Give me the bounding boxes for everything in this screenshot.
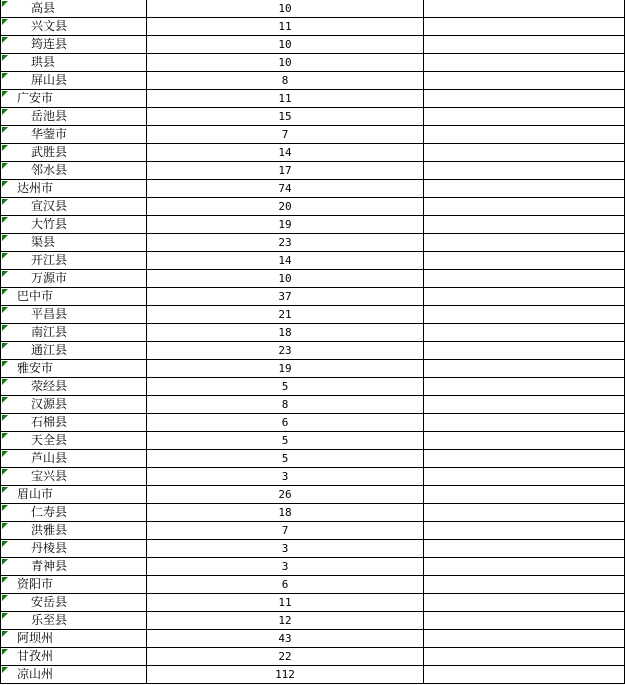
error-indicator-icon bbox=[2, 433, 8, 439]
region-name-text: 眉山市 bbox=[17, 487, 54, 501]
region-name-cell[interactable] bbox=[1, 198, 147, 216]
error-indicator-icon bbox=[2, 469, 8, 475]
count-cell[interactable]: 5 bbox=[147, 432, 424, 450]
region-name-cell[interactable] bbox=[1, 486, 147, 504]
table-row bbox=[1, 288, 625, 306]
table-row bbox=[1, 504, 625, 522]
region-name-cell[interactable] bbox=[1, 54, 147, 72]
empty-cell[interactable] bbox=[424, 468, 625, 486]
count-cell[interactable]: 19 bbox=[147, 216, 424, 234]
empty-cell[interactable] bbox=[424, 378, 625, 396]
table-row bbox=[1, 450, 625, 468]
error-indicator-icon bbox=[2, 181, 8, 187]
region-name-cell[interactable] bbox=[1, 468, 147, 486]
error-indicator-icon bbox=[2, 361, 8, 367]
empty-cell[interactable] bbox=[424, 396, 625, 414]
region-name-text: 汉源县 bbox=[31, 397, 68, 411]
region-name-text: 广安市 bbox=[17, 91, 54, 105]
count-cell[interactable]: 10 bbox=[147, 0, 424, 18]
table-row bbox=[1, 612, 625, 630]
region-name-cell[interactable] bbox=[1, 18, 147, 36]
region-name-text: 筠连县 bbox=[31, 37, 68, 51]
error-indicator-icon bbox=[2, 487, 8, 493]
error-indicator-icon bbox=[2, 631, 8, 637]
count-cell[interactable]: 10 bbox=[147, 270, 424, 288]
region-name-cell[interactable] bbox=[1, 504, 147, 522]
count-cell[interactable]: 5 bbox=[147, 450, 424, 468]
error-indicator-icon bbox=[2, 109, 8, 115]
table-row bbox=[1, 666, 625, 684]
region-name-text: 华蓥市 bbox=[31, 127, 68, 141]
empty-cell[interactable] bbox=[424, 144, 625, 162]
empty-cell[interactable] bbox=[424, 216, 625, 234]
count-cell[interactable]: 5 bbox=[147, 378, 424, 396]
count-cell[interactable]: 11 bbox=[147, 90, 424, 108]
error-indicator-icon bbox=[2, 415, 8, 421]
empty-cell[interactable] bbox=[424, 504, 625, 522]
table-row bbox=[1, 414, 625, 432]
table-row bbox=[1, 216, 625, 234]
table-row bbox=[1, 306, 625, 324]
region-name-cell[interactable] bbox=[1, 540, 147, 558]
table-row bbox=[1, 198, 625, 216]
error-indicator-icon bbox=[2, 505, 8, 511]
empty-cell[interactable] bbox=[424, 342, 625, 360]
empty-cell[interactable] bbox=[424, 612, 625, 630]
region-name-cell[interactable] bbox=[1, 414, 147, 432]
empty-cell[interactable] bbox=[424, 576, 625, 594]
table-row bbox=[1, 18, 625, 36]
error-indicator-icon bbox=[2, 307, 8, 313]
table-row bbox=[1, 234, 625, 252]
region-name-text: 达州市 bbox=[17, 181, 54, 195]
region-name-cell[interactable] bbox=[1, 270, 147, 288]
region-name-text: 天全县 bbox=[31, 433, 68, 447]
error-indicator-icon bbox=[2, 19, 8, 25]
region-name-cell[interactable] bbox=[1, 162, 147, 180]
empty-cell[interactable] bbox=[424, 540, 625, 558]
region-name-text: 岳池县 bbox=[31, 109, 68, 123]
error-indicator-icon bbox=[2, 577, 8, 583]
error-indicator-icon bbox=[2, 55, 8, 61]
region-name-text: 开江县 bbox=[31, 253, 68, 267]
empty-cell[interactable] bbox=[424, 126, 625, 144]
count-cell[interactable]: 11 bbox=[147, 594, 424, 612]
spreadsheet-body bbox=[1, 0, 625, 684]
error-indicator-icon bbox=[2, 523, 8, 529]
table-row bbox=[1, 36, 625, 54]
region-name-text: 渠县 bbox=[31, 235, 56, 249]
error-indicator-icon bbox=[2, 595, 8, 601]
error-indicator-icon bbox=[2, 235, 8, 241]
region-name-cell[interactable] bbox=[1, 234, 147, 252]
region-name-cell[interactable] bbox=[1, 252, 147, 270]
region-name-cell[interactable] bbox=[1, 36, 147, 54]
error-indicator-icon bbox=[2, 343, 8, 349]
count-cell[interactable]: 12 bbox=[147, 612, 424, 630]
region-name-cell[interactable] bbox=[1, 558, 147, 576]
error-indicator-icon bbox=[2, 127, 8, 133]
error-indicator-icon bbox=[2, 199, 8, 205]
empty-cell[interactable] bbox=[424, 180, 625, 198]
count-cell[interactable]: 18 bbox=[147, 504, 424, 522]
error-indicator-icon bbox=[2, 217, 8, 223]
count-cell[interactable]: 8 bbox=[147, 72, 424, 90]
region-name-text: 屏山县 bbox=[31, 73, 68, 87]
count-cell[interactable]: 14 bbox=[147, 144, 424, 162]
error-indicator-icon bbox=[2, 379, 8, 385]
empty-cell[interactable] bbox=[424, 522, 625, 540]
error-indicator-icon bbox=[2, 559, 8, 565]
table-row bbox=[1, 648, 625, 666]
region-name-text: 洪雅县 bbox=[31, 523, 68, 537]
table-row bbox=[1, 144, 625, 162]
region-name-cell[interactable] bbox=[1, 432, 147, 450]
empty-cell[interactable] bbox=[424, 108, 625, 126]
count-cell[interactable]: 23 bbox=[147, 342, 424, 360]
region-name-text: 荥经县 bbox=[31, 379, 68, 393]
table-row bbox=[1, 378, 625, 396]
error-indicator-icon bbox=[2, 541, 8, 547]
table-row bbox=[1, 252, 625, 270]
region-name-text: 乐至县 bbox=[31, 613, 68, 627]
table-row bbox=[1, 270, 625, 288]
empty-cell[interactable] bbox=[424, 324, 625, 342]
error-indicator-icon bbox=[2, 667, 8, 673]
empty-cell[interactable] bbox=[424, 666, 625, 684]
error-indicator-icon bbox=[2, 145, 8, 151]
empty-cell[interactable] bbox=[424, 234, 625, 252]
region-name-cell[interactable] bbox=[1, 378, 147, 396]
region-name-text: 宝兴县 bbox=[31, 469, 68, 483]
count-cell[interactable]: 14 bbox=[147, 252, 424, 270]
count-cell[interactable]: 3 bbox=[147, 468, 424, 486]
empty-cell[interactable] bbox=[424, 414, 625, 432]
count-cell[interactable]: 8 bbox=[147, 396, 424, 414]
empty-cell[interactable] bbox=[424, 72, 625, 90]
count-cell[interactable]: 15 bbox=[147, 108, 424, 126]
empty-cell[interactable] bbox=[424, 594, 625, 612]
empty-cell[interactable] bbox=[424, 54, 625, 72]
region-name-text: 通江县 bbox=[31, 343, 68, 357]
count-cell[interactable]: 22 bbox=[147, 648, 424, 666]
region-name-cell[interactable] bbox=[1, 306, 147, 324]
count-cell[interactable]: 19 bbox=[147, 360, 424, 378]
count-cell[interactable]: 112 bbox=[147, 666, 424, 684]
count-cell[interactable]: 6 bbox=[147, 576, 424, 594]
region-name-cell[interactable] bbox=[1, 108, 147, 126]
count-cell[interactable]: 10 bbox=[147, 54, 424, 72]
count-cell[interactable]: 26 bbox=[147, 486, 424, 504]
region-name-text: 平昌县 bbox=[31, 307, 68, 321]
table-row bbox=[1, 468, 625, 486]
region-name-cell[interactable] bbox=[1, 342, 147, 360]
table-row bbox=[1, 576, 625, 594]
count-cell[interactable]: 74 bbox=[147, 180, 424, 198]
count-cell[interactable]: 21 bbox=[147, 306, 424, 324]
region-name-text: 资阳市 bbox=[17, 577, 54, 591]
count-cell[interactable]: 43 bbox=[147, 630, 424, 648]
empty-cell[interactable] bbox=[424, 198, 625, 216]
region-name-cell[interactable] bbox=[1, 576, 147, 594]
empty-cell[interactable] bbox=[424, 486, 625, 504]
region-name-text: 雅安市 bbox=[17, 361, 54, 375]
empty-cell[interactable] bbox=[424, 36, 625, 54]
region-name-cell[interactable] bbox=[1, 450, 147, 468]
empty-cell[interactable] bbox=[424, 162, 625, 180]
region-name-text: 巴中市 bbox=[17, 289, 54, 303]
empty-cell[interactable] bbox=[424, 18, 625, 36]
region-name-cell[interactable] bbox=[1, 324, 147, 342]
region-name-text: 南江县 bbox=[31, 325, 68, 339]
table-row bbox=[1, 72, 625, 90]
region-name-text: 阿坝州 bbox=[17, 631, 54, 645]
count-cell[interactable]: 18 bbox=[147, 324, 424, 342]
table-row bbox=[1, 396, 625, 414]
region-name-cell[interactable] bbox=[1, 360, 147, 378]
region-name-cell[interactable] bbox=[1, 72, 147, 90]
table-row bbox=[1, 324, 625, 342]
empty-cell[interactable] bbox=[424, 558, 625, 576]
error-indicator-icon bbox=[2, 253, 8, 259]
region-name-text: 邻水县 bbox=[31, 163, 68, 177]
empty-cell[interactable] bbox=[424, 432, 625, 450]
region-name-text: 芦山县 bbox=[31, 451, 68, 465]
region-name-cell[interactable] bbox=[1, 0, 147, 18]
table-row bbox=[1, 342, 625, 360]
count-cell[interactable]: 6 bbox=[147, 414, 424, 432]
region-name-cell[interactable] bbox=[1, 522, 147, 540]
region-name-text: 丹棱县 bbox=[31, 541, 68, 555]
region-name-cell[interactable] bbox=[1, 90, 147, 108]
table-row bbox=[1, 486, 625, 504]
count-cell[interactable]: 37 bbox=[147, 288, 424, 306]
empty-cell[interactable] bbox=[424, 252, 625, 270]
count-cell[interactable]: 11 bbox=[147, 18, 424, 36]
region-name-cell[interactable] bbox=[1, 144, 147, 162]
table-row bbox=[1, 54, 625, 72]
region-name-cell[interactable] bbox=[1, 666, 147, 684]
region-name-cell[interactable] bbox=[1, 594, 147, 612]
region-name-text: 兴文县 bbox=[31, 19, 68, 33]
region-name-text: 石棉县 bbox=[31, 415, 68, 429]
error-indicator-icon bbox=[2, 397, 8, 403]
error-indicator-icon bbox=[2, 1, 8, 7]
region-name-text: 安岳县 bbox=[31, 595, 68, 609]
region-name-text: 大竹县 bbox=[31, 217, 68, 231]
error-indicator-icon bbox=[2, 325, 8, 331]
region-name-text: 万源市 bbox=[31, 271, 68, 285]
count-cell[interactable]: 3 bbox=[147, 558, 424, 576]
empty-cell[interactable] bbox=[424, 630, 625, 648]
table-row bbox=[1, 126, 625, 144]
table-row bbox=[1, 522, 625, 540]
region-name-text: 青神县 bbox=[31, 559, 68, 573]
region-name-text: 高县 bbox=[31, 1, 56, 15]
empty-cell[interactable] bbox=[424, 648, 625, 666]
table-row bbox=[1, 108, 625, 126]
table-row bbox=[1, 558, 625, 576]
region-name-cell[interactable] bbox=[1, 630, 147, 648]
count-cell[interactable]: 7 bbox=[147, 522, 424, 540]
error-indicator-icon bbox=[2, 163, 8, 169]
region-name-cell[interactable] bbox=[1, 288, 147, 306]
empty-cell[interactable] bbox=[424, 90, 625, 108]
region-name-cell[interactable] bbox=[1, 648, 147, 666]
error-indicator-icon bbox=[2, 613, 8, 619]
region-name-cell[interactable] bbox=[1, 180, 147, 198]
table-row bbox=[1, 360, 625, 378]
error-indicator-icon bbox=[2, 649, 8, 655]
count-cell[interactable]: 10 bbox=[147, 36, 424, 54]
error-indicator-icon bbox=[2, 73, 8, 79]
table-row bbox=[1, 630, 625, 648]
region-name-cell[interactable] bbox=[1, 396, 147, 414]
empty-cell[interactable] bbox=[424, 0, 625, 18]
region-name-text: 甘孜州 bbox=[17, 649, 54, 663]
error-indicator-icon bbox=[2, 91, 8, 97]
count-cell[interactable]: 3 bbox=[147, 540, 424, 558]
region-name-text: 凉山州 bbox=[17, 667, 54, 681]
count-cell[interactable]: 7 bbox=[147, 126, 424, 144]
table-row bbox=[1, 540, 625, 558]
count-cell[interactable]: 17 bbox=[147, 162, 424, 180]
table-row bbox=[1, 180, 625, 198]
region-name-text: 武胜县 bbox=[31, 145, 68, 159]
empty-cell[interactable] bbox=[424, 288, 625, 306]
region-name-text: 宣汉县 bbox=[31, 199, 68, 213]
region-name-text: 珙县 bbox=[31, 55, 56, 69]
table-row bbox=[1, 162, 625, 180]
region-name-cell[interactable] bbox=[1, 216, 147, 234]
table-row bbox=[1, 594, 625, 612]
empty-cell[interactable] bbox=[424, 270, 625, 288]
empty-cell[interactable] bbox=[424, 306, 625, 324]
error-indicator-icon bbox=[2, 451, 8, 457]
table-row bbox=[1, 90, 625, 108]
region-name-cell[interactable] bbox=[1, 612, 147, 630]
error-indicator-icon bbox=[2, 271, 8, 277]
empty-cell[interactable] bbox=[424, 360, 625, 378]
empty-cell[interactable] bbox=[424, 450, 625, 468]
region-name-cell[interactable] bbox=[1, 126, 147, 144]
error-indicator-icon bbox=[2, 289, 8, 295]
count-cell[interactable]: 20 bbox=[147, 198, 424, 216]
count-cell[interactable]: 23 bbox=[147, 234, 424, 252]
region-name-text: 仁寿县 bbox=[31, 505, 68, 519]
table-row bbox=[1, 432, 625, 450]
table-row bbox=[1, 0, 625, 18]
error-indicator-icon bbox=[2, 37, 8, 43]
